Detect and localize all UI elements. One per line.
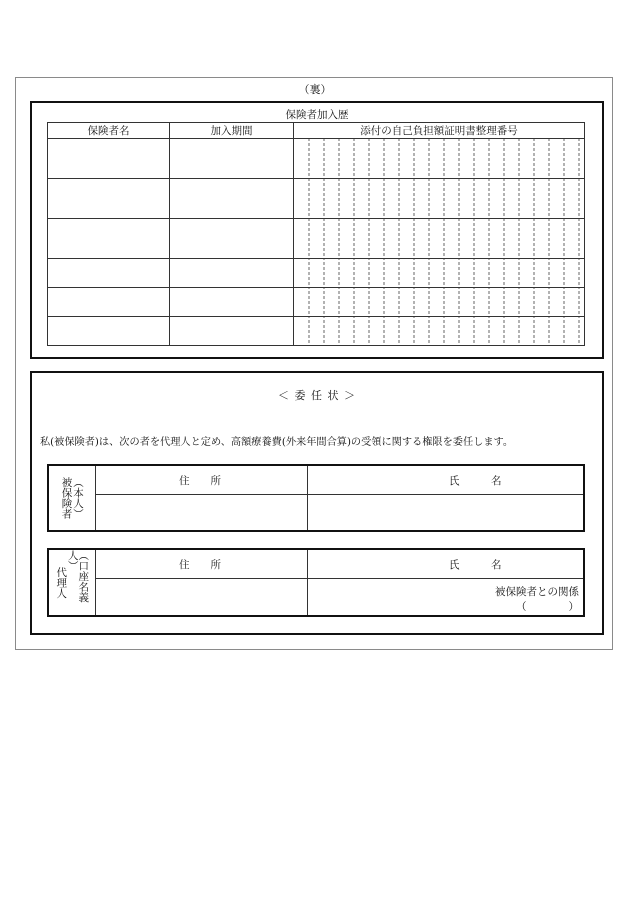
certificate-number-cell[interactable] bbox=[294, 139, 585, 179]
insurer-name-cell[interactable] bbox=[48, 259, 170, 288]
insurer-name-cell[interactable] bbox=[48, 179, 170, 219]
mandate-title: ＜ 委 任 状 ＞ bbox=[278, 389, 356, 402]
agent-address-field[interactable] bbox=[96, 579, 306, 615]
form-back-page bbox=[15, 77, 613, 650]
agent-name-field[interactable] bbox=[308, 579, 463, 615]
header-enrollment-period: 加入期間 bbox=[170, 123, 294, 139]
agent-address-header: 住 所 bbox=[179, 559, 221, 571]
relationship-paren: （ ） bbox=[516, 601, 579, 613]
insurer-name-cell[interactable] bbox=[48, 219, 170, 259]
history-title: 保険者加入歴 bbox=[285, 109, 349, 121]
power-of-attorney-section bbox=[30, 371, 604, 635]
history-table bbox=[47, 122, 585, 346]
table-row bbox=[48, 139, 585, 179]
relationship-label: 被保険者との関係 bbox=[495, 586, 579, 598]
certificate-number-cell[interactable] bbox=[294, 317, 585, 346]
certificate-number-cell[interactable] bbox=[294, 288, 585, 317]
principal-name-header: 氏 名 bbox=[449, 475, 502, 487]
period-cell[interactable] bbox=[170, 179, 294, 219]
period-cell[interactable] bbox=[170, 259, 294, 288]
principal-address-header: 住 所 bbox=[179, 475, 221, 487]
agent-name-header: 氏 名 bbox=[449, 559, 502, 571]
principal-label-sub: （本人） bbox=[72, 477, 84, 519]
certificate-number-cell[interactable] bbox=[294, 179, 585, 219]
table-row bbox=[48, 288, 585, 317]
certificate-number-cell[interactable] bbox=[294, 259, 585, 288]
agent-label bbox=[49, 550, 96, 615]
mandate-statement: 私(被保険者)は、次の者を代理人と定め、高額療養費(外来年間合算)の受領に関する権限を委任します。 bbox=[40, 437, 514, 448]
certificate-number-cell[interactable] bbox=[294, 219, 585, 259]
insurer-history-section bbox=[30, 101, 604, 359]
table-row bbox=[48, 219, 585, 259]
period-cell[interactable] bbox=[170, 317, 294, 346]
table-row bbox=[48, 179, 585, 219]
principal-label-main: 被保険者 bbox=[60, 477, 73, 519]
principal-address-field[interactable] bbox=[96, 495, 306, 530]
relationship-field[interactable] bbox=[495, 585, 579, 615]
period-cell[interactable] bbox=[170, 139, 294, 179]
insurer-name-cell[interactable] bbox=[48, 139, 170, 179]
period-cell[interactable] bbox=[170, 219, 294, 259]
period-cell[interactable] bbox=[170, 288, 294, 317]
principal-label bbox=[49, 466, 96, 530]
principal-box bbox=[47, 464, 585, 532]
agent-label-main: 代理人 bbox=[55, 566, 68, 599]
insurer-name-cell[interactable] bbox=[48, 288, 170, 317]
principal-name-field[interactable] bbox=[308, 495, 583, 530]
table-row bbox=[48, 317, 585, 346]
header-insurer-name: 保険者名 bbox=[48, 123, 170, 139]
table-row bbox=[48, 259, 585, 288]
page-label: （裏） bbox=[298, 83, 332, 96]
agent-box bbox=[47, 548, 585, 617]
insurer-name-cell[interactable] bbox=[48, 317, 170, 346]
header-certificate-number: 添付の自己負担額証明書整理番号 bbox=[294, 123, 585, 139]
agent-label-sub: （口座名義人） bbox=[66, 550, 90, 603]
